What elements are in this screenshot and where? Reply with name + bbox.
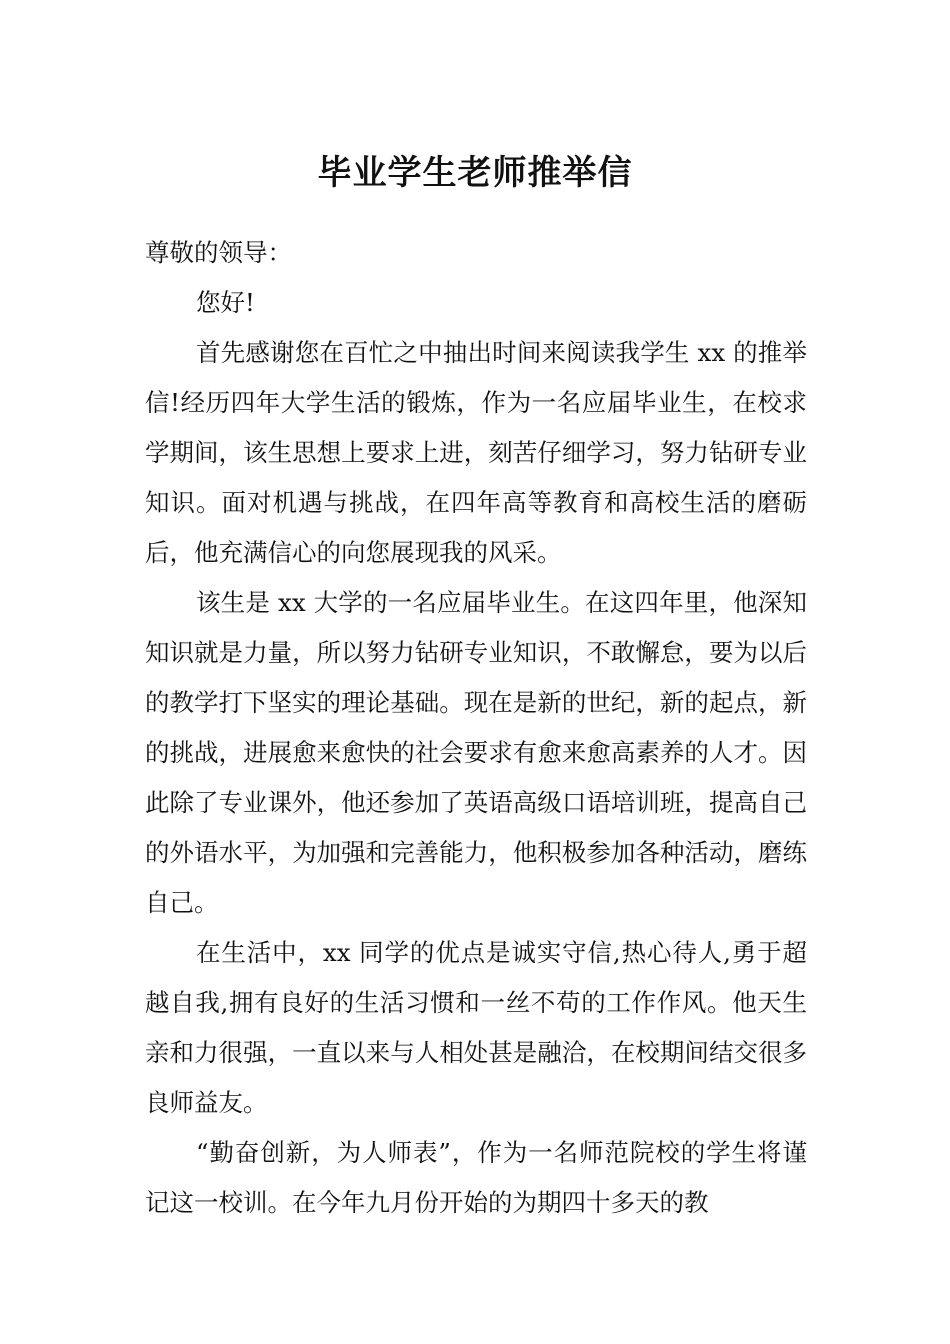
document-title: 毕业学生老师推举信 [317, 152, 633, 193]
paragraph-4: “勤奋创新，为人师表”，作为一名师范院校的学生将谨记这一校训。在今年九月份开始的为期四十多天的教 [145, 1138, 807, 1217]
paragraph-3: 在生活中，xx 同学的优点是诚实守信,热心待人,勇于超越自我,拥有良好的生活习惯和一丝不苟的工作作风。他天生亲和力很强，一直以来与人相处甚是融洽，在校期间结交很多良师益友。 [145, 938, 807, 1117]
paragraph-2: 该生是 xx 大学的一名应届毕业生。在这四年里，他深知知识就是力量，所以努力钻研专业知识，不敢懈怠，要为以后的教学打下坚实的理论基础。现在是新的世纪，新的起点，新的挑战，进展愈来愈快的社会要求有愈来愈高素养的人才。因此除了专业课外，他还参加了英语高级口语培训班，提高自己的外语水平，为加强和完善能力，他积极参加各种活动，磨练自己。 [145, 588, 807, 917]
paragraph-1: 首先感谢您在百忙之中抽出时间来阅读我学生 xx 的推举信!经历四年大学生活的锻炼，作为一名应届毕业生，在校求学期间，该生思想上要求上进，刻苦仔细学习，努力钻研专业知识。面对机遇与挑战，在四年高等教育和高校生活的磨砺后，他充满信心的向您展现我的风采。 [145, 338, 807, 567]
letter-body [145, 228, 807, 1228]
greeting: 您好! [196, 288, 255, 317]
salutation: 尊敬的领导： [145, 238, 292, 267]
